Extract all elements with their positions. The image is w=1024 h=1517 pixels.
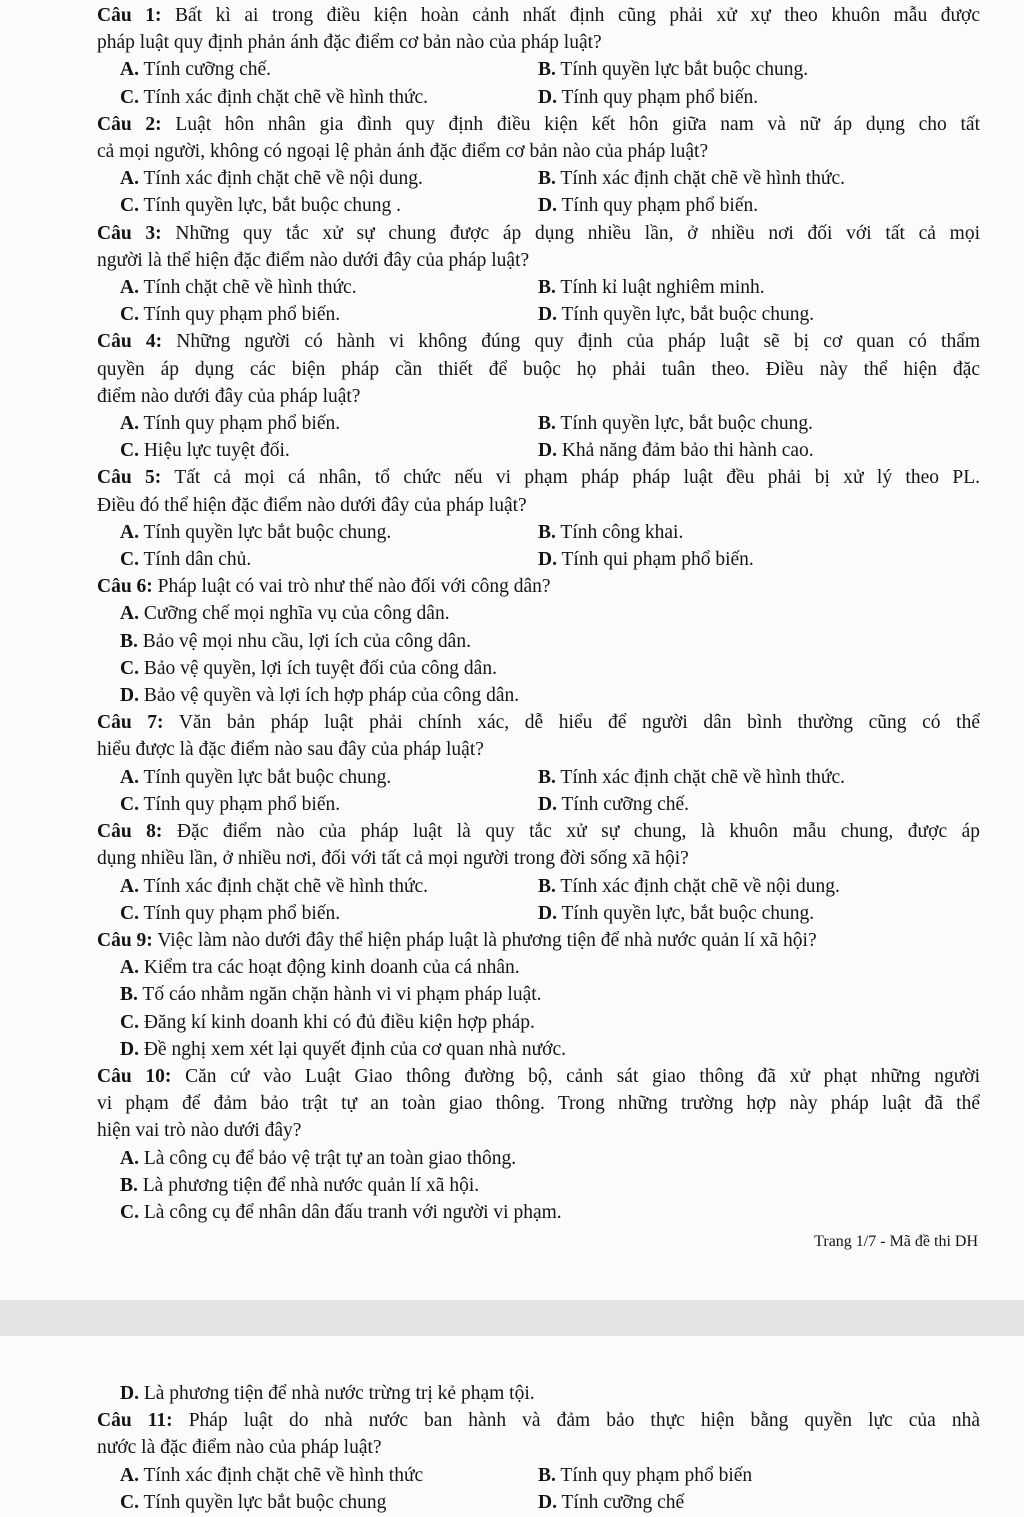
question-number: Câu 7:	[97, 712, 164, 734]
answer-option	[538, 1489, 684, 1516]
answer-option	[120, 1462, 538, 1489]
answer-row	[97, 791, 980, 818]
answer-option	[538, 519, 683, 546]
answer-option	[97, 1172, 980, 1199]
answer-row	[97, 873, 980, 900]
option-text: Hiệu lực tuyệt đối.	[143, 440, 290, 462]
answer-option	[538, 84, 758, 111]
question-text: Luật hôn nhân gia đình quy định điều kiện kết hôn giữa nam và nữ áp dụng cho tất	[175, 113, 981, 135]
option-text: Tính quyền lực, bắt buộc chung.	[561, 902, 815, 924]
option-text: Tố cáo nhằm ngăn chặn hành vi vi phạm pháp luật.	[142, 984, 542, 1006]
question-block	[97, 927, 980, 1063]
option-label: C.	[120, 1011, 139, 1033]
option-text: Tính cưỡng chế.	[143, 59, 272, 81]
answer-option	[538, 546, 754, 573]
question-text: điểm nào dưới đây của pháp luật?	[97, 385, 361, 407]
option-label: C.	[120, 1201, 139, 1223]
option-label: C.	[120, 86, 139, 108]
option-text: Tính xác định chặt chẽ về nội dung.	[143, 168, 423, 190]
question-text: Những người có hành vi không đúng quy định của pháp luật sẽ bị cơ quan có thẩm	[176, 331, 981, 353]
option-text: Bảo vệ mọi nhu cầu, lợi ích của công dân.	[142, 630, 471, 652]
option-label: C.	[120, 195, 139, 217]
answer-option	[120, 410, 538, 437]
option-text: Là phương tiện để nhà nước quản lí xã hội.	[142, 1174, 480, 1196]
option-label: B.	[120, 630, 138, 652]
question-text: Tất cả mọi cá nhân, tổ chức nếu vi phạm pháp pháp luật đều phải bị xử lý theo PL.	[174, 467, 980, 489]
option-text: Đăng kí kinh doanh khi có đủ điều kiện hợp pháp.	[143, 1011, 535, 1033]
option-label: A.	[120, 957, 139, 979]
question-text-line	[97, 845, 980, 872]
answer-row	[97, 900, 980, 927]
option-label: D.	[120, 685, 139, 707]
answer-option	[120, 900, 538, 927]
answer-row	[97, 764, 980, 791]
option-text: Tính công khai.	[560, 521, 684, 543]
question-text-line	[97, 328, 980, 355]
option-text: Tính quyền lực bắt buộc chung.	[560, 59, 809, 81]
question-number: Câu 5:	[97, 467, 162, 489]
answer-option	[97, 954, 980, 981]
answer-option	[538, 192, 758, 219]
answer-option	[120, 84, 538, 111]
question-text: Điều đó thể hiện đặc điểm nào dưới đây của pháp luật?	[97, 494, 527, 516]
question-number: Câu 11:	[97, 1410, 173, 1432]
question-text-line	[97, 818, 980, 845]
option-label: B.	[538, 1464, 556, 1486]
question-text-line	[97, 492, 980, 519]
option-label: C.	[120, 304, 139, 326]
option-text: Là công cụ để bảo vệ trật tự an toàn giao thông.	[143, 1147, 517, 1169]
answer-option	[120, 1489, 538, 1516]
answer-row	[97, 301, 980, 328]
option-label: B.	[120, 984, 138, 1006]
option-text: Tính dân chủ.	[143, 549, 252, 571]
option-text: Khả năng đảm bảo thi hành cao.	[561, 440, 814, 462]
answer-row	[97, 519, 980, 546]
question-number: Câu 9:	[97, 929, 153, 951]
question-text-line	[97, 1407, 980, 1434]
option-label: A.	[120, 521, 139, 543]
option-label: D.	[120, 1038, 139, 1060]
option-text: Tính quy phạm phổ biến.	[561, 195, 759, 217]
question-number: Câu 8:	[97, 821, 163, 843]
answer-option	[120, 56, 538, 83]
option-text: Tính quyền lực, bắt buộc chung .	[143, 195, 402, 217]
option-label: D.	[538, 440, 557, 462]
question-text-line	[97, 220, 980, 247]
option-label: D.	[538, 549, 557, 571]
answer-row	[97, 192, 980, 219]
option-label: B.	[538, 277, 556, 299]
option-text: Tính quyền lực, bắt buộc chung.	[561, 304, 815, 326]
answer-option	[120, 764, 538, 791]
question-text: Pháp luật do nhà nước ban hành và đảm bảo thực hiện bằng quyền lực của nhà	[188, 1410, 980, 1432]
answer-option	[120, 519, 538, 546]
answer-option	[538, 165, 845, 192]
option-label: A.	[120, 168, 139, 190]
answer-option	[120, 165, 538, 192]
option-label: A.	[120, 1464, 139, 1486]
option-text: Tính quyền lực, bắt buộc chung.	[560, 413, 814, 435]
option-text: Tính chặt chẽ về hình thức.	[143, 277, 357, 299]
option-label: A.	[120, 603, 139, 625]
option-text: Tính quy phạm phổ biến.	[561, 86, 759, 108]
option-text: Tính quy phạm phổ biến.	[143, 304, 341, 326]
question-text-line	[97, 1090, 980, 1117]
question-block	[97, 220, 980, 329]
answer-option	[97, 682, 980, 709]
option-label: D.	[538, 195, 557, 217]
question-text-line	[97, 927, 980, 954]
answer-option	[97, 1009, 980, 1036]
question-text-line	[97, 111, 980, 138]
answer-option	[538, 56, 808, 83]
option-text: Tính quy phạm phổ biến.	[143, 793, 341, 815]
answer-option	[538, 437, 814, 464]
answer-option	[120, 192, 538, 219]
answer-option	[120, 873, 538, 900]
question-number: Câu 3:	[97, 222, 162, 244]
page-separator	[0, 1300, 1024, 1336]
answer-option	[97, 1199, 980, 1226]
question-text: Đặc điểm nào của pháp luật là quy tắc xử sự chung, là khuôn mẫu chung, được áp	[176, 821, 981, 843]
option-label: D.	[538, 1491, 557, 1513]
option-text: Tính quyền lực bắt buộc chung	[143, 1491, 387, 1513]
option-label: A.	[120, 1147, 139, 1169]
option-text: Tính cưỡng chế	[561, 1491, 685, 1513]
option-label: D.	[538, 86, 557, 108]
option-label: B.	[538, 521, 556, 543]
question-text: Văn bản pháp luật phải chính xác, dễ hiểu để người dân bình thường cũng có thể	[178, 712, 980, 734]
answer-row	[97, 165, 980, 192]
option-text: Tính xác định chặt chẽ về hình thức.	[143, 86, 429, 108]
answer-row	[97, 410, 980, 437]
option-label: B.	[538, 168, 556, 190]
option-text: Đề nghị xem xét lại quyết định của cơ quan nhà nước.	[143, 1038, 566, 1060]
question-text-line	[97, 709, 980, 736]
answer-option	[97, 981, 980, 1008]
option-label: C.	[120, 549, 139, 571]
option-label: D.	[120, 1383, 139, 1404]
answer-row	[97, 546, 980, 573]
answer-row	[97, 1489, 980, 1516]
option-text: Tính qui phạm phổ biến.	[561, 549, 754, 571]
option-text: Tính quy phạm phổ biến.	[143, 902, 341, 924]
answer-row	[97, 56, 980, 83]
question-text: dụng nhiều lần, ở nhiều nơi, đối với tất cả mọi người trong đời sống xã hội?	[97, 848, 689, 870]
answer-option	[97, 628, 980, 655]
option-label: B.	[120, 1174, 138, 1196]
question-block	[97, 818, 980, 927]
option-text: Tính xác định chặt chẽ về nội dung.	[560, 875, 840, 897]
question-text: hiện vai trò nào dưới đây?	[97, 1120, 302, 1142]
question-text: Những quy tắc xử sự chung được áp dụng nhiều lần, ở nhiều nơi đối với tất cả mọi	[175, 222, 981, 244]
option-text: Tính xác định chặt chẽ về hình thức.	[143, 875, 429, 897]
option-text: Tính quy phạm phổ biến	[560, 1464, 753, 1486]
question-block	[97, 573, 980, 709]
option-label: D.	[538, 304, 557, 326]
exam-page-2	[0, 1336, 1024, 1517]
answer-option	[120, 274, 538, 301]
option-text: Cưỡng chế mọi nghĩa vụ của công dân.	[143, 603, 450, 625]
answer-option	[538, 274, 765, 301]
option-text: Là phương tiện để nhà nước trừng trị kẻ phạm tội.	[143, 1383, 535, 1404]
question-text-line	[97, 247, 980, 274]
option-label: C.	[120, 902, 139, 924]
question-text: pháp luật quy định phản ánh đặc điểm cơ bản nào của pháp luật?	[97, 32, 602, 54]
option-text: Kiểm tra các hoạt động kinh doanh của cá nhân.	[143, 957, 520, 979]
option-text: Tính xác định chặt chẽ về hình thức.	[560, 168, 845, 190]
option-label: A.	[120, 277, 139, 299]
question-text: hiểu được là đặc điểm nào sau đây của pháp luật?	[97, 739, 484, 761]
option-text: Là công cụ để nhân dân đấu tranh với người vi phạm.	[143, 1201, 562, 1223]
option-text: Tính xác định chặt chẽ về hình thức.	[560, 766, 845, 788]
option-label: D.	[538, 793, 557, 815]
answer-option	[120, 437, 538, 464]
answer-option	[120, 546, 538, 573]
question-block	[97, 328, 980, 464]
answer-option	[97, 655, 980, 682]
question-block	[97, 1407, 980, 1516]
answer-row	[97, 274, 980, 301]
question-text-line	[97, 736, 980, 763]
question-text-line	[97, 1434, 980, 1461]
question-number: Câu 2:	[97, 113, 162, 135]
answer-row	[97, 84, 980, 111]
question-text: Bất kì ai trong điều kiện hoàn cảnh nhất định cũng phải xử xự theo khuôn mẫu được	[175, 5, 981, 26]
answer-option	[538, 791, 689, 818]
answer-row	[97, 437, 980, 464]
question-number: Câu 1:	[97, 5, 162, 26]
option-text: Tính cưỡng chế.	[561, 793, 690, 815]
option-label: C.	[120, 1491, 139, 1513]
question-block	[97, 1063, 980, 1226]
question-text-line	[97, 573, 980, 600]
answer-option-continued	[97, 1380, 980, 1407]
question-text: Căn cứ vào Luật Giao thông đường bộ, cảnh sát giao thông đã xử phạt những người	[185, 1065, 981, 1087]
option-label: D.	[538, 902, 557, 924]
option-label: A.	[120, 766, 139, 788]
option-text: Tính quy phạm phổ biến.	[143, 413, 341, 435]
option-text: Tính xác định chặt chẽ về hình thức	[143, 1464, 424, 1486]
question-text: vi phạm để đảm bảo trật tự an toàn giao thông. Trong những trường hợp này pháp luật đã thể	[97, 1093, 980, 1115]
answer-row	[97, 1462, 980, 1489]
option-label: B.	[538, 875, 556, 897]
option-label: B.	[538, 59, 556, 81]
option-label: A.	[120, 875, 139, 897]
question-block	[97, 709, 980, 818]
answer-option	[120, 791, 538, 818]
question-block	[97, 2, 980, 111]
answer-option	[538, 301, 814, 328]
option-text: Bảo vệ quyền, lợi ích tuyệt đối của công dân.	[143, 657, 497, 679]
question-text-line	[97, 1063, 980, 1090]
option-text: Tính quyền lực bắt buộc chung.	[143, 766, 392, 788]
question-text-line	[97, 464, 980, 491]
answer-option	[538, 873, 840, 900]
answer-option	[538, 410, 813, 437]
answer-option	[120, 301, 538, 328]
question-text: Pháp luật có vai trò như thế nào đối với công dân?	[157, 576, 551, 598]
question-text-line	[97, 383, 980, 410]
answer-option	[538, 900, 814, 927]
option-text: Bảo vệ quyền và lợi ích hợp pháp của công dân.	[143, 685, 520, 707]
question-text-line	[97, 2, 980, 29]
option-label: C.	[120, 440, 139, 462]
question-text-line	[97, 138, 980, 165]
option-label: A.	[120, 59, 139, 81]
question-number: Câu 6:	[97, 576, 153, 598]
question-number: Câu 4:	[97, 331, 163, 353]
question-text-line	[97, 356, 980, 383]
answer-option	[97, 600, 980, 627]
question-text: Việc làm nào dưới đây thể hiện pháp luật là phương tiện để nhà nước quản lí xã hội?	[157, 929, 817, 951]
option-text: Tính quyền lực bắt buộc chung.	[143, 521, 392, 543]
question-text: nước là đặc điểm nào của pháp luật?	[97, 1437, 382, 1459]
question-text-line	[97, 1117, 980, 1144]
answer-option	[97, 1036, 980, 1063]
option-label: B.	[538, 413, 556, 435]
question-block	[97, 111, 980, 220]
question-block	[97, 464, 980, 573]
question-text-line	[97, 29, 980, 56]
option-label: B.	[538, 766, 556, 788]
answer-option	[538, 1462, 752, 1489]
question-text: quyền áp dụng các biện pháp cần thiết để buộc họ phải tuân theo. Điều này thể hiện đặc	[97, 358, 980, 380]
option-label: A.	[120, 413, 139, 435]
page-footer: Trang 1/7 - Mã đề thi DH	[814, 1233, 978, 1251]
answer-option	[97, 1145, 980, 1172]
question-number: Câu 10:	[97, 1065, 172, 1087]
question-text: người là thể hiện đặc điểm nào dưới đây của pháp luật?	[97, 249, 530, 271]
option-text: Tính kỉ luật nghiêm minh.	[560, 277, 765, 299]
question-text: cả mọi người, không có ngoại lệ phản ánh đặc điểm cơ bản nào của pháp luật?	[97, 141, 709, 163]
answer-option	[538, 764, 845, 791]
option-label: C.	[120, 793, 139, 815]
option-label: C.	[120, 657, 139, 679]
